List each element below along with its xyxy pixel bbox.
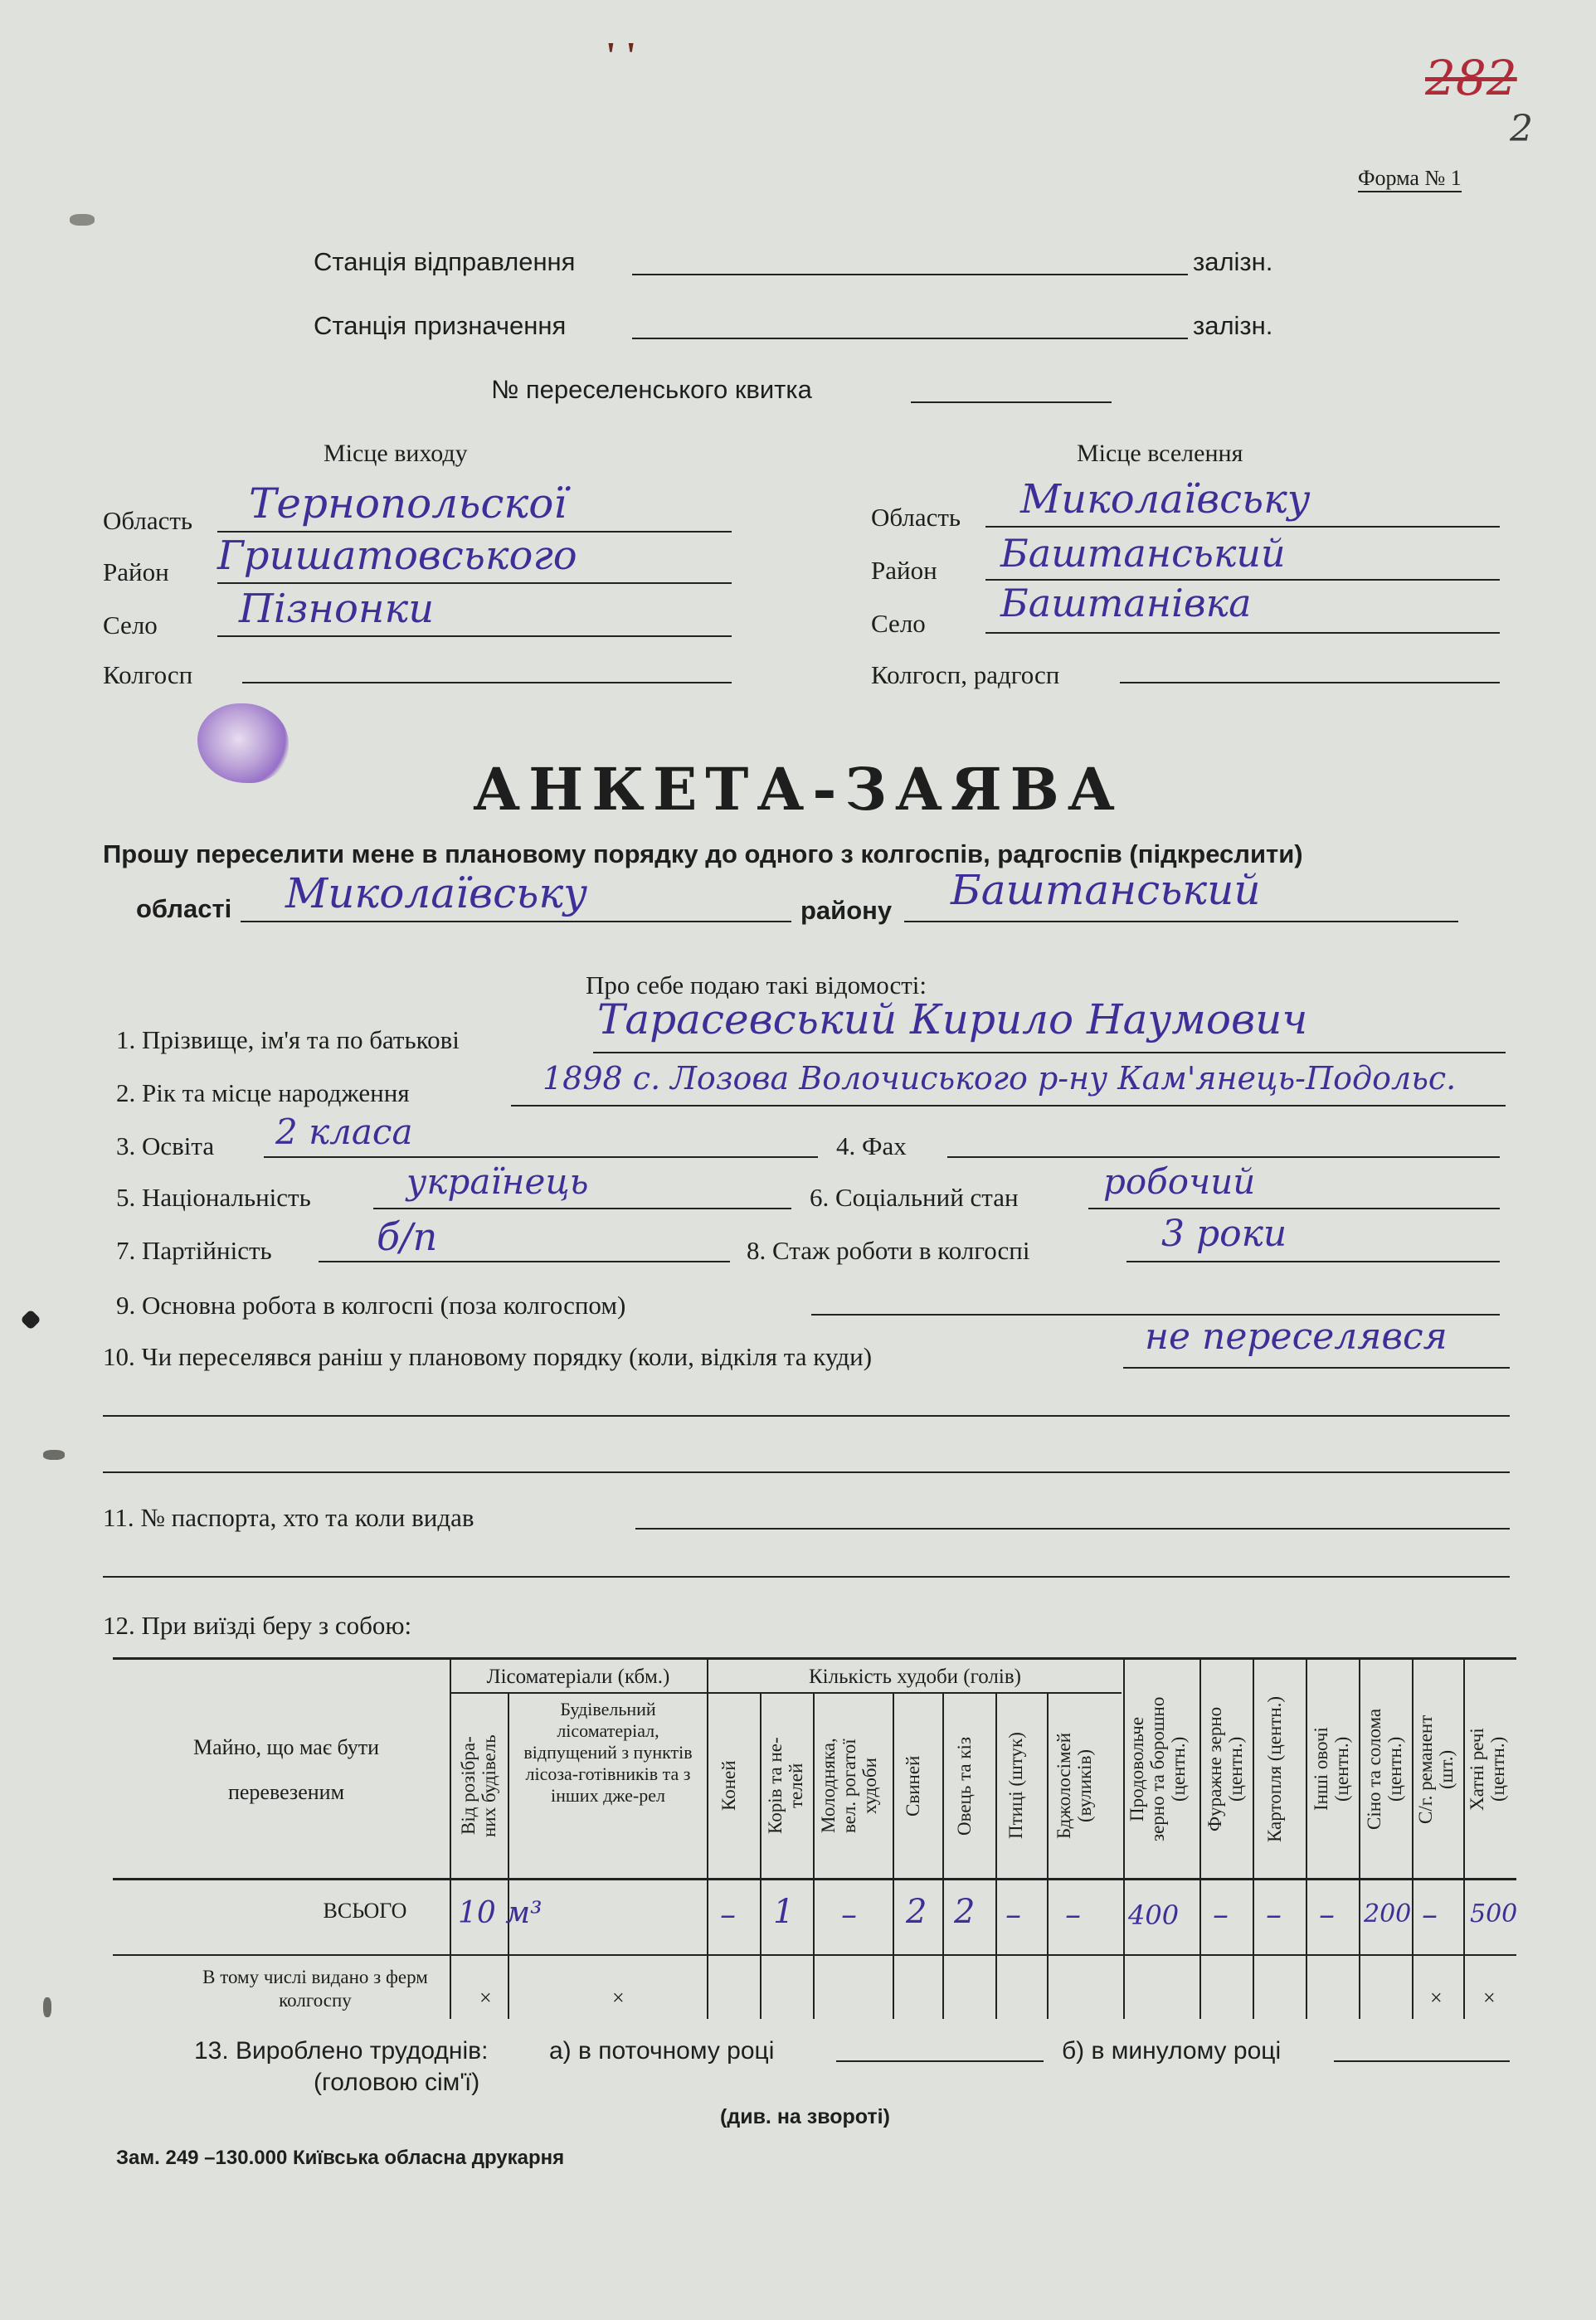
kolhosp-implements-cross: × [1430, 1986, 1443, 2010]
ticket-number-label: № переселенського квитка [491, 375, 812, 404]
page-title: АНКЕТА-ЗАЯВА [473, 755, 1123, 824]
table-col-divider [450, 1659, 451, 2019]
total-cows: 1 [773, 1893, 795, 1931]
table-col-divider [760, 1692, 762, 2019]
origin-raion-label: Район [103, 557, 169, 586]
total-demolished: 10 м³ [458, 1896, 543, 1930]
table-col-divider [1123, 1659, 1125, 2019]
destination-oblast-label: Область [871, 503, 961, 532]
request-raion-value: Баштанський [951, 866, 1261, 914]
field-2-line [511, 1105, 1506, 1106]
table-col-divider [508, 1692, 509, 2019]
column-header-sheep-goats: Овець та кіз [954, 1736, 975, 1836]
field-11-label: 11. № паспорта, хто та коли видав [103, 1503, 474, 1532]
table-col-divider [1306, 1659, 1307, 2019]
column-header-implements: С/г. реманент (шт.) [1415, 1714, 1457, 1824]
destination-raion-value: Баштанський [1000, 531, 1286, 576]
table-col-divider [893, 1692, 894, 2019]
staple-hole [70, 214, 95, 226]
field-5-line [373, 1208, 791, 1209]
request-oblast-label: області [136, 894, 232, 923]
total-poultry: – [1005, 1896, 1021, 1933]
field-4-line [947, 1156, 1500, 1158]
field-10-line-3 [103, 1471, 1510, 1473]
departure-rail-suffix: залізн. [1193, 247, 1273, 276]
field-10-value: не переселявся [1145, 1316, 1448, 1358]
origin-selo-value: Пізнонки [239, 586, 435, 632]
field-3-value: 2 класа [275, 1111, 413, 1152]
table-col-divider [1412, 1659, 1414, 2019]
destination-raion-label: Район [871, 556, 937, 585]
total-other-vegetables: – [1319, 1896, 1335, 1933]
kolhosp-row-label: В тому числі видано з ферм колгоспу [202, 1967, 428, 2011]
field-11-line-2 [103, 1576, 1510, 1578]
table-col-divider [1463, 1659, 1465, 2019]
column-header-poultry: Птиці (штук) [1005, 1732, 1026, 1840]
kolhosp-household-cross: × [1483, 1986, 1496, 2010]
total-pigs: 2 [906, 1893, 927, 1931]
field-6-line [1088, 1208, 1500, 1209]
field-8-label: 8. Стаж роботи в колгоспі [747, 1236, 1030, 1265]
request-oblast-value: Миколаївську [285, 869, 588, 917]
table-col-divider [995, 1692, 997, 2019]
departure-station-line [632, 274, 1188, 275]
arrival-station-line [632, 338, 1188, 339]
field-12-label: 12. При виїзді беру з собою: [103, 1611, 412, 1640]
reverse-note: (див. на звороті) [720, 2105, 890, 2128]
column-header-household: Хатні речі (центн.) [1467, 1728, 1508, 1811]
total-sheep-goats: 2 [954, 1893, 976, 1931]
staple-hole [43, 1997, 51, 2017]
request-oblast-line [241, 921, 791, 922]
field-1-line [593, 1052, 1506, 1053]
archive-number-new: 2 [1510, 108, 1533, 150]
total-food-grain: 400 [1128, 1899, 1180, 1931]
workdays-past-label: б) в минулому році [1062, 2037, 1282, 2065]
field-3-label: 3. Освіта [116, 1131, 215, 1160]
field-2-label: 2. Рік та місце народження [116, 1078, 410, 1107]
field-7-line [319, 1261, 730, 1262]
origin-oblast-label: Область [103, 506, 193, 535]
table-property-header: Майно, що має бути перевезеним [193, 1735, 379, 1804]
destination-selo-line [985, 632, 1500, 634]
field-11-line [635, 1528, 1510, 1530]
kolhosp-timber-cross: × [612, 1986, 625, 2010]
intro-text: Про себе подаю такі відомості: [586, 970, 927, 999]
printer-imprint: Зам. 249 –130.000 Київська обласна друкарня [116, 2147, 565, 2169]
origin-selo-line [217, 635, 732, 637]
column-header-demolished: Від розібра- них будівель [458, 1734, 499, 1837]
top-mark: ' ' [606, 34, 637, 76]
table-col-divider [1047, 1692, 1049, 2019]
field-4-label: 4. Фах [836, 1131, 907, 1160]
request-raion-label: району [800, 896, 893, 925]
field-10-line-2 [103, 1415, 1510, 1417]
field-10-line [1123, 1367, 1510, 1369]
field-3-line [264, 1156, 818, 1158]
column-header-hay-straw: Сіно та солома (центн.) [1364, 1708, 1405, 1831]
workdays-label: 13. Вироблено трудоднів: [194, 2037, 489, 2065]
table-timber-subrule [450, 1692, 1122, 1694]
kolhosp-demolished-cross: × [479, 1986, 492, 2010]
column-header-beehives: Бджолосімей (вуликів) [1053, 1732, 1095, 1840]
field-8-line [1126, 1261, 1500, 1262]
table-col-divider [707, 1659, 708, 2019]
column-header-cows: Корів та не- телей [765, 1737, 806, 1835]
origin-raion-value: Гришатовського [217, 533, 577, 579]
workdays-sub-label: (головою сім'ї) [314, 2069, 480, 2096]
destination-kolhosp-line [1120, 682, 1500, 683]
arrival-rail-suffix: залізн. [1193, 311, 1273, 340]
destination-selo-value: Баштанівка [1000, 581, 1252, 625]
total-fodder-grain: – [1213, 1896, 1229, 1933]
table-col-divider [942, 1692, 944, 2019]
table-col-divider [1253, 1659, 1254, 2019]
departure-station-label: Станція відправлення [314, 247, 576, 276]
workdays-current-line [836, 2060, 1044, 2062]
staple-hole [20, 1309, 41, 1330]
total-implements: – [1422, 1896, 1438, 1933]
table-col-divider [813, 1692, 815, 2019]
origin-heading: Місце виходу [324, 440, 468, 467]
origin-raion-line [217, 582, 732, 584]
archive-number: 282 [1425, 50, 1517, 106]
field-1-label: 1. Прізвище, ім'я та по батькові [116, 1025, 460, 1054]
field-8-value: 3 роки [1161, 1213, 1287, 1255]
workdays-current-label: а) в поточному році [549, 2037, 775, 2065]
column-header-young-cattle: Молодняка, вел. рогатої худоби [818, 1738, 880, 1834]
total-potatoes: – [1266, 1896, 1282, 1933]
field-7-value: б/п [377, 1214, 438, 1259]
field-9-label: 9. Основна робота в колгоспі (поза колгоспом) [116, 1291, 626, 1320]
table-col-divider [1359, 1659, 1360, 2019]
column-header-food-grain: Продовольче зерно та борошно (центн.) [1126, 1696, 1189, 1842]
field-6-value: робочий [1103, 1161, 1256, 1202]
table-cattle-header: Кількість худоби (голів) [809, 1666, 1021, 1688]
origin-oblast-value: Тернопольскої [249, 479, 567, 528]
column-header-other-vegetables: Інші овочі (центн.) [1311, 1727, 1352, 1812]
origin-kolhosp-label: Колгосп [103, 660, 193, 689]
column-header-timber: Будівельний лісоматеріал, відпущений з пунктів лісоза-готівників та з інших дже-рел [523, 1699, 693, 1806]
form-number: Форма № 1 [1358, 166, 1462, 192]
total-row-label: ВСЬОГО [323, 1899, 407, 1923]
field-7-label: 7. Партійність [116, 1236, 272, 1265]
field-6-label: 6. Соціальний стан [810, 1183, 1019, 1212]
staple-hole [43, 1450, 65, 1460]
column-header-potatoes: Картопля (центн.) [1264, 1695, 1285, 1843]
request-raion-line [904, 921, 1458, 922]
column-header-pigs: Свиней [903, 1755, 923, 1817]
total-horses: – [720, 1896, 736, 1933]
destination-selo-label: Село [871, 609, 926, 638]
field-10-label: 10. Чи переселявся раніш у плановому порядку (коли, відкіля та куди) [103, 1342, 873, 1371]
total-young-cattle: – [841, 1896, 857, 1933]
total-hay-straw: 200 [1364, 1899, 1412, 1928]
destination-kolhosp-label: Колгосп, радгосп [871, 660, 1060, 689]
table-col-divider [1199, 1659, 1201, 2019]
destination-heading: Місце вселення [1077, 440, 1243, 467]
column-header-fodder-grain: Фуражне зерно (центн.) [1204, 1706, 1246, 1832]
field-5-label: 5. Національність [116, 1183, 311, 1212]
destination-oblast-value: Миколаївську [1020, 476, 1311, 523]
origin-selo-label: Село [103, 610, 158, 640]
column-header-horses: Коней [718, 1760, 739, 1812]
request-text: Прошу переселити мене в плановому порядку до одного з колгоспів, радгоспів (підкреслити) [103, 839, 1303, 868]
workdays-past-line [1334, 2060, 1510, 2062]
field-2-value: 1898 с. Лозова Волочиського р-ну Кам'янець-Подольс. [543, 1060, 1457, 1097]
field-5-value: українець [406, 1161, 589, 1202]
origin-kolhosp-line [242, 682, 732, 683]
total-beehives: – [1065, 1896, 1081, 1933]
ticket-number-line [911, 401, 1112, 403]
table-timber-header: Лісоматеріали (кбм.) [486, 1666, 670, 1688]
destination-oblast-line [985, 526, 1500, 528]
arrival-station-label: Станція призначення [314, 311, 567, 340]
total-household: 500 [1470, 1899, 1518, 1928]
field-1-value: Тарасевський Кирило Наумович [597, 995, 1308, 1043]
